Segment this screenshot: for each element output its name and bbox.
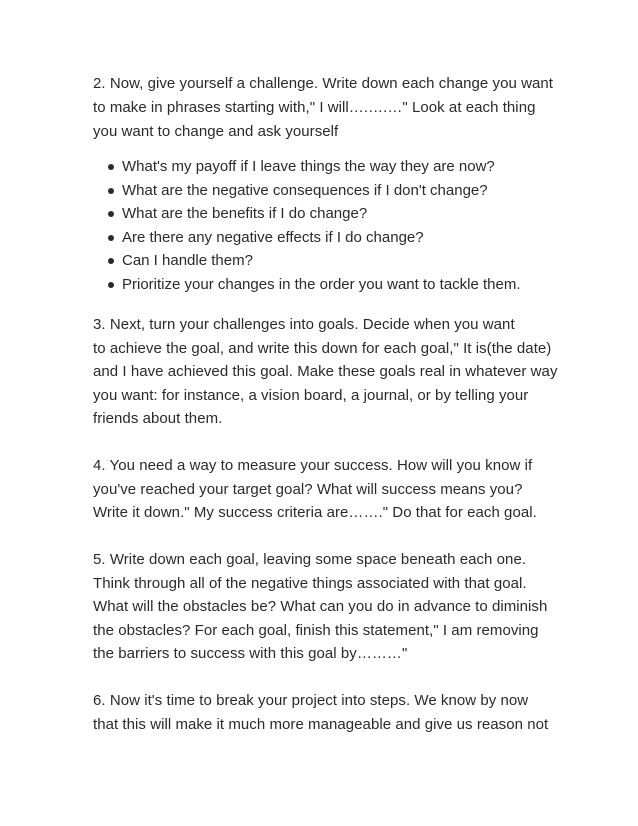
- text-line: 4. You need a way to measure your success. How will you know if: [93, 457, 533, 474]
- list-item-text: What's my payoff if I leave things the way they are now?: [122, 158, 495, 175]
- list-item-text: Can I handle them?: [122, 252, 253, 269]
- list-item-text: What are the benefits if I do change?: [122, 205, 368, 222]
- text-line: to make in phrases starting with," I will….….…" Look at each thing: [93, 99, 536, 116]
- text-line: 3. Next, turn your challenges into goals. Decide when you want: [93, 316, 515, 333]
- text-line: and I have achieved this goal. Make these goals real in whatever way: [93, 363, 558, 380]
- bullet-icon: [108, 164, 114, 170]
- text-line: the barriers to success with this goal by………": [93, 645, 408, 662]
- text-line: friends about them.: [93, 410, 223, 427]
- text-line: that this will make it much more manageable and give us reason not: [93, 716, 549, 733]
- text-line: Think through all of the negative things associated with that goal.: [93, 575, 527, 592]
- bullet-icon: [108, 211, 114, 217]
- bullet-icon: [108, 235, 114, 241]
- text-line: you want: for instance, a vision board, a journal, or by telling your: [93, 387, 529, 404]
- list-item-text: Are there any negative effects if I do change?: [122, 229, 424, 246]
- text-line: you want to change and ask yourself: [93, 123, 339, 140]
- text-line: 6. Now it's time to break your project into steps. We know by now: [93, 692, 529, 709]
- text-line: you've reached your target goal? What will success means you?: [93, 481, 523, 498]
- text-line: Write it down." My success criteria are……." Do that for each goal.: [93, 504, 537, 521]
- list-item-text: What are the negative consequences if I don't change?: [122, 182, 488, 199]
- bullet-icon: [108, 258, 114, 264]
- list-item-text: Prioritize your changes in the order you want to tackle them.: [122, 276, 521, 293]
- bullet-icon: [108, 282, 114, 288]
- text-line: 2. Now, give yourself a challenge. Write down each change you want: [93, 75, 553, 92]
- text-line: the obstacles? For each goal, finish this statement," I am removing: [93, 622, 539, 639]
- text-line: 5. Write down each goal, leaving some space beneath each one.: [93, 551, 527, 568]
- text-line: to achieve the goal, and write this down for each goal," It is(the date): [93, 340, 552, 357]
- bullet-icon: [108, 188, 114, 194]
- text-line: What will the obstacles be? What can you do in advance to diminish: [93, 598, 548, 615]
